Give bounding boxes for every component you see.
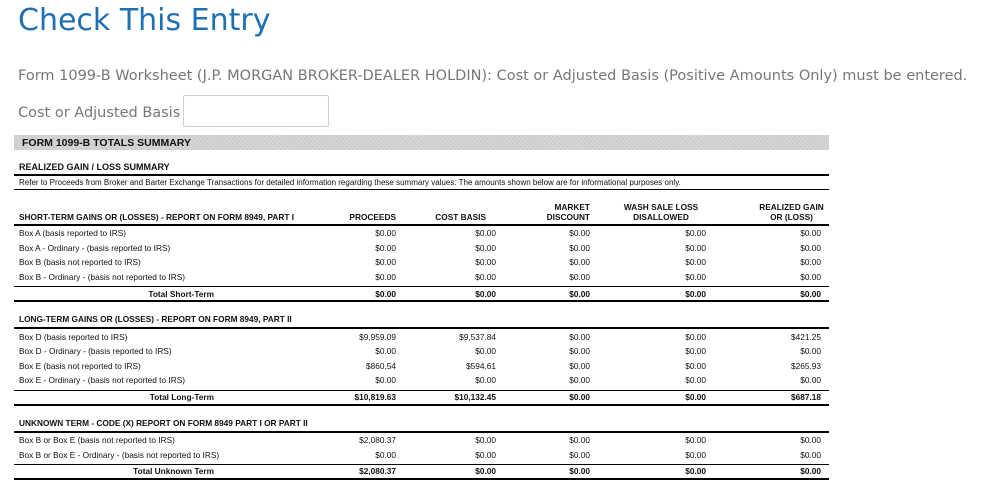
- proceeds-value: $0.00: [314, 287, 404, 302]
- short-term-section: [14, 190, 829, 225]
- short-term-total: [14, 287, 829, 302]
- form-1099b-summary: [14, 135, 829, 480]
- table-row: [14, 344, 829, 359]
- cost-basis-value: $0.00: [475, 257, 496, 268]
- proceeds-value: $2,080.37: [359, 435, 396, 446]
- wash-sale-value: $0.00: [685, 242, 706, 253]
- section-heading-row: [14, 405, 829, 432]
- proceeds-value: $0.00: [375, 257, 396, 268]
- realized-value: $421.25: [791, 331, 821, 342]
- cost-basis-value: $0.00: [404, 287, 504, 302]
- proceeds-value: $0.00: [375, 242, 396, 253]
- table-row: [14, 255, 829, 270]
- row-label: Box B or Box E - Ordinary - (basis not reported to IRS): [19, 449, 220, 460]
- row-label: Box B - Ordinary - (basis not reported to IRS): [19, 272, 185, 283]
- page-title: Check This Entry: [18, 3, 271, 38]
- realized-value: $0.00: [800, 257, 821, 268]
- wash-sale-value: $0.00: [598, 287, 714, 302]
- summary-banner: FORM 1099-B TOTALS SUMMARY: [14, 135, 829, 150]
- wash-sale-value: $0.00: [685, 272, 706, 283]
- short-term-rows: [14, 225, 829, 287]
- wash-sale-value: $0.00: [685, 375, 706, 386]
- cost-basis-value: $0.00: [475, 242, 496, 253]
- wash-sale-value: $0.00: [685, 331, 706, 342]
- row-label: Total Short-Term: [14, 287, 314, 302]
- market-discount-value: $0.00: [569, 228, 590, 239]
- total-row: [14, 287, 829, 302]
- market-discount-value: $0.00: [569, 346, 590, 357]
- realized-value: $0.00: [800, 449, 821, 460]
- wash-sale-value: $0.00: [598, 464, 714, 479]
- proceeds-value: $0.00: [375, 449, 396, 460]
- proceeds-value: $10,819.63: [314, 390, 404, 405]
- row-label: Total Unknown Term: [14, 464, 314, 479]
- cost-basis-input[interactable]: [183, 95, 329, 127]
- col-proceeds: PROCEEDS: [314, 190, 404, 225]
- realized-value: $265.93: [791, 360, 821, 371]
- cost-basis-label: Cost or Adjusted Basis: [18, 105, 181, 121]
- col-realized: REALIZED GAIN OR (LOSS): [714, 190, 829, 225]
- unknown-term-rows: [14, 432, 829, 465]
- wash-sale-value: $0.00: [685, 435, 706, 446]
- table-row: [14, 225, 829, 241]
- long-term-section: [14, 301, 829, 328]
- wash-sale-value: $0.00: [685, 257, 706, 268]
- long-term-total: [14, 390, 829, 405]
- short-term-heading: SHORT-TERM GAINS OR (LOSSES) - REPORT ON FORM 8949, PART I: [14, 190, 314, 225]
- row-label: Total Long-Term: [14, 390, 314, 405]
- realized-value: $0.00: [800, 375, 821, 386]
- row-label: Box E - Ordinary - (basis not reported to IRS): [19, 375, 185, 386]
- market-discount-value: $0.00: [569, 242, 590, 253]
- market-discount-value: $0.00: [569, 331, 590, 342]
- table-row: [14, 328, 829, 344]
- table-row: [14, 270, 829, 285]
- cost-basis-value: $10,132.45: [404, 390, 504, 405]
- row-label: Box A - Ordinary - (basis reported to IRS): [19, 242, 171, 253]
- cost-basis-value: $9,537.84: [459, 331, 496, 342]
- realized-value: $0.00: [800, 242, 821, 253]
- realized-value: $0.00: [800, 272, 821, 283]
- cost-basis-value: $0.00: [475, 435, 496, 446]
- row-label: Box B or Box E (basis not reported to IRS): [19, 435, 175, 446]
- cost-basis-value: $0.00: [475, 449, 496, 460]
- table-row: [14, 373, 829, 388]
- proceeds-value: $860.54: [366, 360, 396, 371]
- realized-value: $687.18: [714, 390, 829, 405]
- cost-basis-value: $0.00: [475, 346, 496, 357]
- col-cost-basis: COST BASIS: [404, 190, 504, 225]
- summary-subtitle: REALIZED GAIN / LOSS SUMMARY: [19, 162, 170, 172]
- market-discount-value: $0.00: [569, 360, 590, 371]
- cost-basis-value: $0.00: [404, 464, 504, 479]
- market-discount-value: $0.00: [569, 272, 590, 283]
- section-heading-row: [14, 301, 829, 328]
- wash-sale-value: $0.00: [685, 449, 706, 460]
- cost-basis-value: $0.00: [475, 272, 496, 283]
- market-discount-value: $0.00: [569, 449, 590, 460]
- long-term-heading: LONG-TERM GAINS OR (LOSSES) - REPORT ON FORM 8949, PART II: [14, 301, 829, 328]
- market-discount-value: $0.00: [504, 287, 598, 302]
- unknown-term-section: [14, 405, 829, 432]
- wash-sale-value: $0.00: [685, 228, 706, 239]
- summary-table: [14, 190, 829, 480]
- row-label: Box E (basis not reported to IRS): [19, 360, 141, 371]
- cost-basis-value: $594.61: [466, 360, 496, 371]
- proceeds-value: $0.00: [375, 228, 396, 239]
- market-discount-value: $0.00: [504, 464, 598, 479]
- proceeds-value: $0.00: [375, 375, 396, 386]
- row-label: Box D - Ordinary - (basis reported to IRS): [19, 346, 172, 357]
- long-term-rows: [14, 328, 829, 390]
- table-row: [14, 359, 829, 374]
- realized-value: $0.00: [714, 287, 829, 302]
- row-label: Box A (basis reported to IRS): [19, 228, 126, 239]
- error-message: Form 1099-B Worksheet (J.P. MORGAN BROKER-DEALER HOLDIN): Cost or Adjusted Basis (Positive Amounts Only) must be entered.: [18, 68, 968, 84]
- table-row: [14, 447, 829, 462]
- row-label: Box B (basis not reported to IRS): [19, 257, 141, 268]
- market-discount-value: $0.00: [569, 375, 590, 386]
- wash-sale-value: $0.00: [685, 360, 706, 371]
- realized-value: $0.00: [800, 435, 821, 446]
- realized-value: $0.00: [800, 228, 821, 239]
- proceeds-value: $0.00: [375, 346, 396, 357]
- wash-sale-value: $0.00: [685, 346, 706, 357]
- cost-basis-value: $0.00: [475, 228, 496, 239]
- table-header-row: [14, 190, 829, 225]
- unknown-term-heading: UNKNOWN TERM - CODE (X) REPORT ON FORM 8949 PART I OR PART II: [14, 405, 829, 432]
- market-discount-value: $0.00: [569, 257, 590, 268]
- summary-note: Refer to Proceeds from Broker and Barter Exchange Transactions for detailed information regarding these summary values. The amounts shown below are for informational purposes only.: [19, 178, 681, 187]
- total-row: [14, 464, 829, 479]
- table-row: [14, 432, 829, 448]
- proceeds-value: $2,080.37: [314, 464, 404, 479]
- unknown-term-total: [14, 464, 829, 479]
- wash-sale-value: $0.00: [598, 390, 714, 405]
- realized-value: $0.00: [800, 346, 821, 357]
- proceeds-value: $9,959.09: [359, 331, 396, 342]
- divider: [14, 174, 829, 176]
- col-wash-sale: WASH SALE LOSS DISALLOWED: [598, 190, 714, 225]
- market-discount-value: $0.00: [504, 390, 598, 405]
- row-label: Box D (basis reported to IRS): [19, 331, 128, 342]
- cost-basis-value: $0.00: [475, 375, 496, 386]
- realized-value: $0.00: [714, 464, 829, 479]
- col-market-discount: MARKET DISCOUNT: [504, 190, 598, 225]
- market-discount-value: $0.00: [569, 435, 590, 446]
- total-row: [14, 390, 829, 405]
- proceeds-value: $0.00: [375, 272, 396, 283]
- table-row: [14, 241, 829, 256]
